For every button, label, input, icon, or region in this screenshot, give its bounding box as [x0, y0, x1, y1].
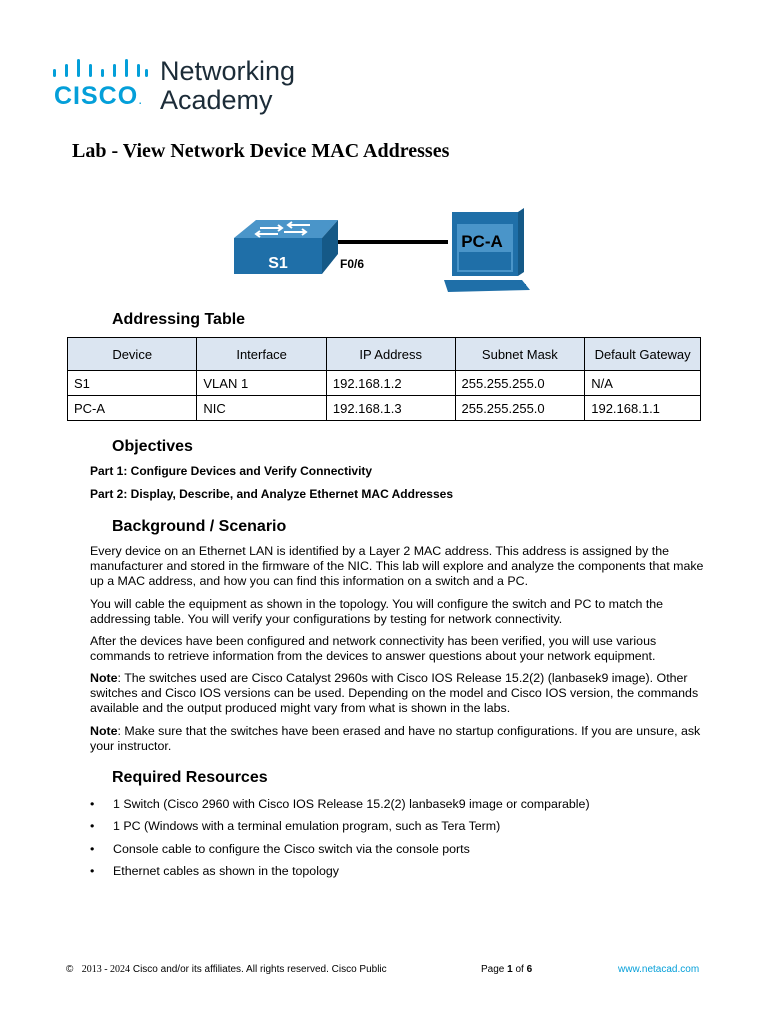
copyright-text: Cisco and/or its affiliates. All rights reserved. Cisco Public [132, 964, 387, 975]
table-cell: 192.168.1.3 [326, 396, 455, 421]
page-current: 1 [507, 964, 513, 975]
footer-copyright [66, 964, 387, 975]
logo-networking-text: Networking [160, 56, 296, 86]
topology-diagram [226, 208, 546, 298]
cisco-wordmark: CISCO. [54, 82, 144, 110]
copyright-symbol: © [66, 964, 74, 975]
col-subnet-mask: Subnet Mask [455, 338, 585, 371]
page-prefix: Page [481, 964, 508, 975]
objectives-heading: Objectives [112, 438, 193, 455]
list-item: • 1 Switch (Cisco 2960 with Cisco IOS Release 15.2(2) lanbasek9 image or comparable) [90, 797, 710, 819]
addressing-table [67, 337, 701, 421]
table-cell: 192.168.1.2 [326, 371, 455, 396]
background-paragraph-1: Every device on an Ethernet LAN is identified by a Layer 2 MAC address. This address is assigned by the manufacturer and stored in the firmware of the NIC. This lab will explore and analyze the components that make up a MAC address, and how you can find this information on a switch and a PC. [90, 544, 704, 588]
table-cell: N/A [585, 371, 701, 396]
list-item: • Console cable to configure the Cisco switch via the console ports [90, 842, 710, 864]
table-header-row [68, 338, 701, 371]
note-text: : The switches used are Cisco Catalyst 2960s with Cisco IOS Release 15.2(2) (lanbasek9 image). Other switches and Cisco IOS versions can be used. Depending on the model and Cisco IOS version, the commands available and the output produced might vary from what is shown in the labs. [90, 671, 699, 715]
switch-label: S1 [268, 255, 288, 272]
table-cell: S1 [68, 371, 197, 396]
port-label: F0/6 [340, 257, 365, 271]
page-of: of [512, 964, 527, 975]
footer-page-number [481, 964, 532, 975]
pc-label: PC-A [461, 232, 503, 251]
table-cell: 192.168.1.1 [585, 396, 701, 421]
table-cell: VLAN 1 [197, 371, 326, 396]
cisco-networking-academy-logo [52, 55, 312, 119]
page-total: 6 [526, 964, 533, 975]
page-title: Lab - View Network Device MAC Addresses [72, 140, 450, 162]
note-label: Note [90, 671, 118, 685]
resources-heading: Required Resources [112, 769, 268, 786]
resources-list [90, 797, 710, 887]
table-cell: 255.255.255.0 [455, 371, 585, 396]
background-heading: Background / Scenario [112, 518, 287, 535]
objective-part-2: Part 2: Display, Describe, and Analyze Ethernet MAC Addresses [90, 487, 454, 501]
list-item: • Ethernet cables as shown in the topology [90, 864, 710, 886]
pc-icon [444, 208, 530, 292]
table-row [68, 396, 701, 421]
col-interface: Interface [197, 338, 326, 371]
note-paragraph-1 [90, 671, 710, 716]
website-link[interactable]: www.netacad.com [618, 964, 700, 975]
objective-part-1: Part 1: Configure Devices and Verify Connectivity [90, 464, 373, 478]
note-text: : Make sure that the switches have been erased and have no startup configurations. If you are unsure, ask your instructor. [90, 724, 701, 753]
logo-academy-text: Academy [160, 85, 273, 115]
col-default-gateway: Default Gateway [585, 338, 701, 371]
switch-icon [234, 220, 338, 274]
background-paragraph-3: After the devices have been configured and network connectivity has been verified, you will use various commands to retrieve information from the devices to answer questions about your network equipment. [90, 634, 657, 663]
note-label: Note [90, 724, 118, 738]
table-cell: NIC [197, 396, 326, 421]
cisco-bars-icon [52, 59, 148, 81]
list-item: • 1 PC (Windows with a terminal emulation program, such as Tera Term) [90, 819, 710, 841]
background-paragraph-2: You will cable the equipment as shown in the topology. You will configure the switch and PC to match the addressing table. You will verify your configurations by testing for network connectivity. [90, 597, 664, 626]
col-device: Device [68, 338, 197, 371]
copyright-years: 2013 - 2024 [81, 964, 131, 975]
col-ip-address: IP Address [326, 338, 455, 371]
table-row [68, 371, 701, 396]
table-cell: PC-A [68, 396, 197, 421]
table-cell: 255.255.255.0 [455, 396, 585, 421]
topology-svg [226, 208, 546, 298]
note-paragraph-2 [90, 724, 710, 754]
addressing-table-heading: Addressing Table [112, 311, 246, 328]
